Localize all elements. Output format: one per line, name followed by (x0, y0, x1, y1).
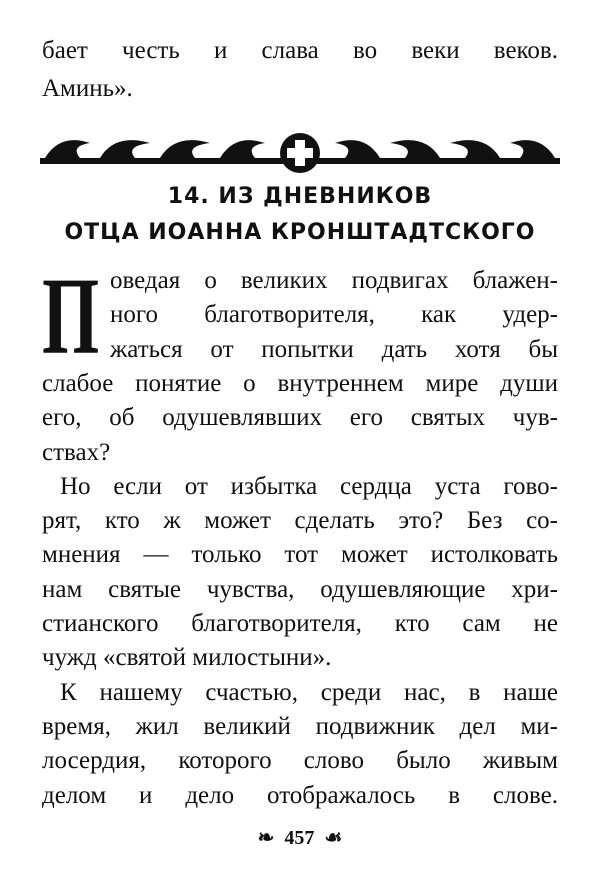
text-line: ствах? (42, 439, 111, 466)
text-line: Но если от избытка сердца уста гово- (60, 473, 558, 500)
text-line: бает честь и слава во веки веков. (42, 37, 558, 64)
text-line: К нашему счастью, среди нас, в наше (60, 679, 558, 706)
text-line: чужд «святой милостыни». (42, 644, 332, 671)
text-line: лосердия, которого слово было живым (42, 747, 558, 774)
chapter-title: 14. ИЗ ДНЕВНИКОВ (167, 184, 433, 209)
text-line: слабое понятие о внутреннем мире души (42, 370, 558, 397)
text-line: стианского благотворителя, кто сам не (42, 610, 558, 637)
text-line: делом и дело отображалось в слове. (42, 782, 558, 809)
leaf-ornament-icon: ☙ (319, 827, 343, 849)
text-line: оведая о великих подвигах блажен- (110, 267, 558, 294)
chapter-title: ОТЦА ИОАННА КРОНШТАДТСКОГО (64, 220, 536, 245)
text-line: ного благотворителя, как удер- (110, 301, 558, 328)
text-line: рят, кто ж может сделать это? Без со- (42, 507, 558, 534)
text-line: нам святые чувства, одушевляющие хри- (42, 576, 558, 603)
drop-cap: П (42, 254, 100, 378)
text-line: время, жил великий подвижник дел ми- (42, 713, 558, 740)
ornamental-divider (40, 128, 560, 178)
leaf-ornament-icon: ❧ (257, 827, 280, 849)
text-line: жаться от попытки дать хотя бы (110, 336, 558, 363)
text-line: мнения — только тот может истолковать (42, 541, 558, 568)
page-number: 457 (284, 827, 315, 849)
page-footer (0, 824, 600, 852)
text-line: его, об одушевлявших его святых чув- (42, 404, 558, 431)
text-line: Аминь». (42, 75, 133, 102)
